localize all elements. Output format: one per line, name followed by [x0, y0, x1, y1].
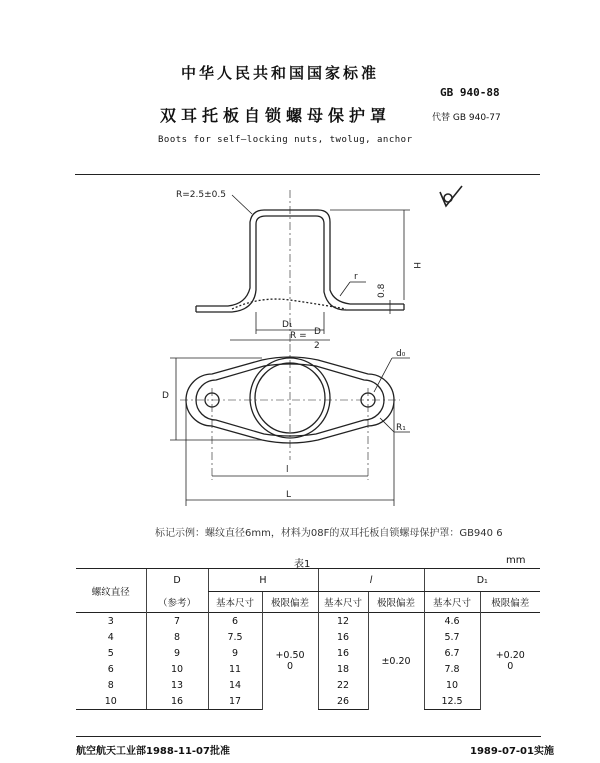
table-title: 表1 — [294, 559, 311, 570]
label-r: r — [354, 272, 358, 282]
header-l-tol: 极限偏差 — [368, 592, 424, 613]
roughness-symbol — [440, 186, 462, 206]
label-R-half: R = — [290, 331, 307, 341]
effective-date: 1989-07-01实施 — [470, 746, 554, 757]
cell-D1: 4.6 — [424, 613, 480, 630]
label-D-num: D — [314, 327, 321, 337]
approval-note: 航空航天工业部1988-11-07批准 — [76, 746, 230, 757]
cell-thread: 5 — [107, 647, 114, 659]
cell-H: 17 — [208, 693, 262, 710]
label-l: l — [286, 465, 289, 475]
cell-D: 7 — [146, 613, 208, 630]
cell-H: 9 — [208, 645, 262, 661]
header-H: H — [208, 569, 318, 592]
replaces-note: 代替 GB 940-77 — [432, 113, 501, 123]
header-l: l — [318, 569, 424, 592]
header-D1-basic: 基本尺寸 — [424, 592, 480, 613]
label-D-side: D — [162, 391, 169, 401]
cell-l-tol: ±0.20 — [368, 613, 424, 710]
tol-D1-lower: 0 — [507, 661, 514, 673]
marking-example: 标记示例：螺纹直径6mm，材料为08F的双耳托板自锁螺母保护罩：GB940 6 — [155, 528, 503, 539]
cell-D: 16 — [146, 693, 208, 710]
header-H-basic: 基本尺寸 — [208, 592, 262, 613]
plan-view — [170, 344, 410, 506]
cell-l: 16 — [318, 645, 368, 661]
cell-D: 13 — [146, 677, 208, 693]
cell-H: 6 — [208, 613, 262, 630]
national-standard-heading: 中华人民共和国国家标准 — [180, 64, 379, 82]
table-unit: mm — [506, 555, 526, 566]
label-d0: d₀ — [396, 349, 406, 359]
cell-H: 11 — [208, 661, 262, 677]
cell-thread: 4 — [107, 631, 114, 643]
tol-H-upper: +0.50 — [275, 650, 305, 662]
cell-D1: 7.8 — [424, 661, 480, 677]
cell-l: 18 — [318, 661, 368, 677]
label-D1: D₁ — [282, 320, 293, 330]
label-L: L — [286, 490, 292, 500]
cell-D1-tol — [480, 613, 540, 710]
spec-table — [76, 568, 540, 710]
label-thickness: 0.8 — [377, 283, 387, 298]
document-title: 双耳托板自锁螺母保护罩 — [160, 106, 392, 125]
header-l-basic: 基本尺寸 — [318, 592, 368, 613]
cell-D: 8 — [146, 629, 208, 645]
table-row — [76, 613, 540, 630]
cell-l: 16 — [318, 629, 368, 645]
cell-D: 10 — [146, 661, 208, 677]
label-H: H — [411, 262, 421, 269]
cell-H: 14 — [208, 677, 262, 693]
label-R-top: R=2.5±0.5 — [176, 190, 226, 200]
label-D-den: 2 — [314, 341, 320, 351]
header-D1-tol: 极限偏差 — [480, 592, 540, 613]
header-D: D — [146, 569, 208, 592]
cell-l: 22 — [318, 677, 368, 693]
cell-thread: 6 — [107, 663, 114, 675]
cell-H-tol — [262, 613, 318, 710]
footer-divider — [76, 736, 541, 737]
cell-D1: 10 — [424, 677, 480, 693]
cell-l: 12 — [318, 613, 368, 630]
cell-thread: 8 — [107, 679, 114, 691]
cell-H: 7.5 — [208, 629, 262, 645]
header-D1: D₁ — [424, 569, 540, 592]
label-R1: R₁ — [396, 423, 406, 433]
cell-thread: 10 — [76, 693, 146, 710]
cell-D1: 12.5 — [424, 693, 480, 710]
english-title: Boots for self—locking nuts, twolug, anchor — [158, 135, 413, 145]
tol-D1-upper: +0.20 — [495, 650, 525, 662]
cell-thread: 3 — [76, 613, 146, 630]
cell-l: 26 — [318, 693, 368, 710]
standard-number: GB 940-88 — [440, 86, 500, 99]
cell-D1: 6.7 — [424, 645, 480, 661]
cell-D: 9 — [146, 645, 208, 661]
side-view — [196, 190, 410, 344]
header-thread: 螺纹直径 — [76, 569, 146, 613]
tol-H-lower: 0 — [286, 661, 294, 673]
cell-D1: 5.7 — [424, 629, 480, 645]
header-H-tol: 极限偏差 — [262, 592, 318, 613]
header-D-ref: （参考） — [146, 592, 208, 613]
